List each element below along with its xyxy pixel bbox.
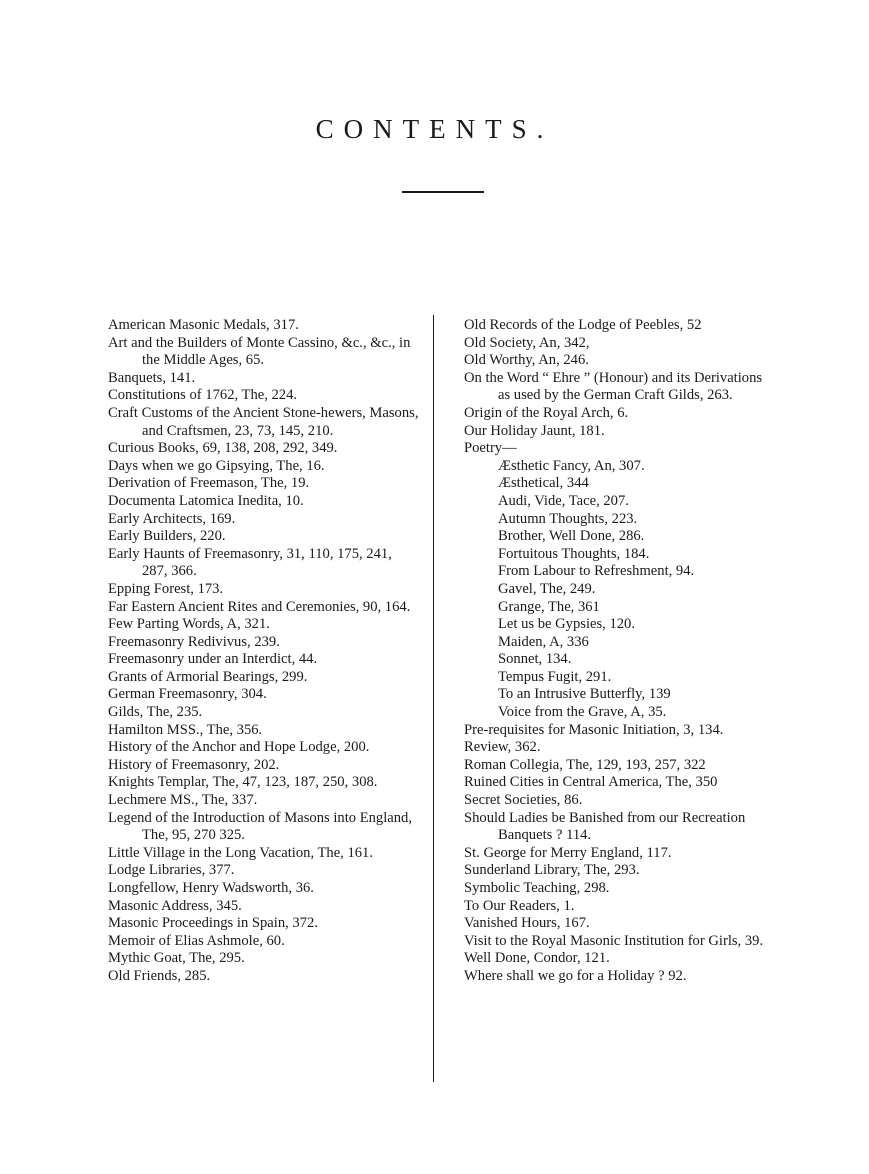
contents-entry: Origin of the Royal Arch, 6. xyxy=(464,404,629,421)
contents-entry: History of the Anchor and Hope Lodge, 200. xyxy=(108,739,370,756)
contents-entry: Far Eastern Ancient Rites and Ceremonies, 90, 164. xyxy=(108,598,411,615)
title-rule xyxy=(402,191,484,193)
contents-entry: Lechmere MS., The, 337. xyxy=(108,792,258,809)
contents-entry: Old Worthy, An, 246. xyxy=(464,352,589,369)
contents-subentry: Tempus Fugit, 291. xyxy=(498,668,612,685)
contents-entry: Pre-requisites for Masonic Initiation, 3, 134. xyxy=(464,721,724,738)
contents-entry: Constitutions of 1762, The, 224. xyxy=(108,387,298,404)
contents-entry: Gilds, The, 235. xyxy=(108,704,203,721)
contents-entry: American Masonic Medals, 317. xyxy=(108,317,299,333)
contents-entry: Old Friends, 285. xyxy=(108,967,211,984)
contents-entry: Art and the Builders of Monte Cassino, &c., &c., in the Middle Ages, 65. xyxy=(108,334,411,369)
contents-entry: Masonic Address, 345. xyxy=(108,897,242,914)
contents-entry: Masonic Proceedings in Spain, 372. xyxy=(108,915,318,932)
contents-entry: German Freemasonry, 304. xyxy=(108,686,267,703)
contents-entry: Banquets, 141. xyxy=(108,369,196,386)
contents-subentry: Æsthetic Fancy, An, 307. xyxy=(498,457,645,474)
contents-column-right xyxy=(464,317,764,986)
contents-entry: Review, 362. xyxy=(464,739,541,756)
contents-entry: Freemasonry Redivivus, 239. xyxy=(108,633,280,650)
contents-entry: Roman Collegia, The, 129, 193, 257, 322 xyxy=(464,756,706,773)
contents-entry: Days when we go Gipsying, The, 16. xyxy=(108,457,325,474)
contents-entry: Our Holiday Jaunt, 181. xyxy=(464,422,605,439)
contents-entry: Curious Books, 69, 138, 208, 292, 349. xyxy=(108,440,338,457)
contents-subentry: Audi, Vide, Tace, 207. xyxy=(498,492,629,509)
contents-entry: Memoir of Elias Ashmole, 60. xyxy=(108,932,285,949)
column-divider xyxy=(433,315,434,1082)
contents-subentry: Voice from the Grave, A, 35. xyxy=(498,704,667,721)
contents-entry: Craft Customs of the Ancient Stone-hewers, Masons, and Craftsmen, 23, 73, 145, 210. xyxy=(108,404,419,439)
contents-entry: Poetry— xyxy=(464,440,517,457)
contents-entry: Well Done, Condor, 121. xyxy=(464,950,610,967)
contents-entry: Old Society, An, 342, xyxy=(464,334,590,351)
contents-subentry: Brother, Well Done, 286. xyxy=(498,528,645,545)
contents-entry: On the Word “ Ehre ” (Honour) and its Derivations as used by the German Craft Gilds, 263. xyxy=(464,369,763,404)
contents-subentry: Let us be Gypsies, 120. xyxy=(498,616,636,633)
contents-entry: Few Parting Words, A, 321. xyxy=(108,616,270,633)
contents-entry: Sunderland Library, The, 293. xyxy=(464,862,640,879)
contents-subentry: To an Intrusive Butterfly, 139 xyxy=(498,686,671,703)
contents-entry: Ruined Cities in Central America, The, 350 xyxy=(464,774,718,791)
contents-subentry: Æsthetical, 344 xyxy=(498,475,589,492)
contents-entry: Symbolic Teaching, 298. xyxy=(464,880,610,896)
contents-entry: To Our Readers, 1. xyxy=(464,897,575,914)
contents-entry: Lodge Libraries, 377. xyxy=(108,862,235,879)
contents-entry: Hamilton MSS., The, 356. xyxy=(108,721,263,738)
contents-subentry: Grange, The, 361 xyxy=(498,598,600,615)
contents-entry: Visit to the Royal Masonic Institution for Girls, 39. xyxy=(464,932,764,949)
contents-subentry: Maiden, A, 336 xyxy=(498,633,589,650)
contents-entry: History of Freemasonry, 202. xyxy=(108,756,280,773)
contents-entry: Should Ladies be Banished from our Recreation Banquets ? 114. xyxy=(464,809,746,844)
contents-entry: Mythic Goat, The, 295. xyxy=(108,950,245,967)
contents-entry: Legend of the Introduction of Masons into England, The, 95, 270 325. xyxy=(108,809,412,844)
contents-entry: Knights Templar, The, 47, 123, 187, 250, 308. xyxy=(108,774,378,791)
contents-entry: Epping Forest, 173. xyxy=(108,580,224,597)
contents-subentry: Sonnet, 134. xyxy=(498,651,572,668)
contents-subentry: Fortuitous Thoughts, 184. xyxy=(498,545,650,562)
contents-entry: Freemasonry under an Interdict, 44. xyxy=(108,651,318,668)
contents-entry: Old Records of the Lodge of Peebles, 52 xyxy=(464,317,702,333)
contents-entry: Early Builders, 220. xyxy=(108,528,226,545)
contents-entry: Early Architects, 169. xyxy=(108,510,236,527)
contents-entry: Vanished Hours, 167. xyxy=(464,915,590,932)
contents-column-left xyxy=(108,317,420,986)
page-title: CONTENTS. xyxy=(315,114,554,145)
contents-subentry: Gavel, The, 249. xyxy=(498,580,596,597)
contents-entry: Early Haunts of Freemasonry, 31, 110, 175, 241, 287, 366. xyxy=(108,545,392,580)
contents-entry: Secret Societies, 86. xyxy=(464,792,583,809)
contents-entry: Where shall we go for a Holiday ? 92. xyxy=(464,967,687,984)
contents-entry: St. George for Merry England, 117. xyxy=(464,844,672,861)
contents-subentry: Autumn Thoughts, 223. xyxy=(498,510,638,527)
contents-entry: Documenta Latomica Inedita, 10. xyxy=(108,492,304,509)
contents-subentry: From Labour to Refreshment, 94. xyxy=(498,563,695,580)
contents-entry: Grants of Armorial Bearings, 299. xyxy=(108,668,308,685)
contents-entry: Derivation of Freemason, The, 19. xyxy=(108,475,310,492)
contents-entry: Longfellow, Henry Wadsworth, 36. xyxy=(108,880,314,896)
contents-entry: Little Village in the Long Vacation, The, 161. xyxy=(108,844,374,861)
